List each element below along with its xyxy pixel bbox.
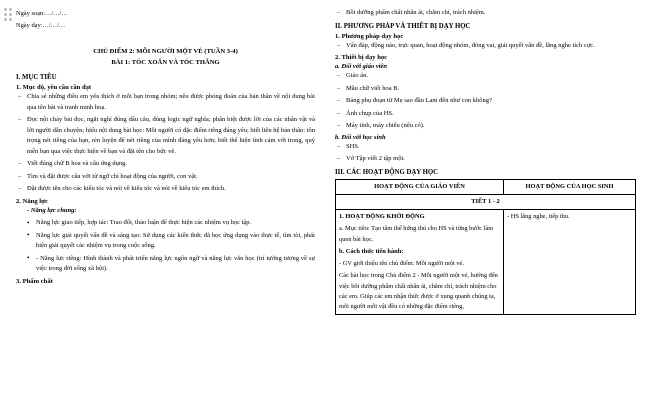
list-item: • Năng lực giao tiếp, hợp tác: Trao đổi, thảo luận để thực hiện các nhiệm vụ học tập. — [22, 218, 315, 229]
list-item: – SHS. — [335, 142, 636, 153]
meta-day: Ngày dạy:…/…/… — [16, 21, 66, 29]
list-nang-luc-rieng — [16, 254, 315, 275]
title-chu-diem: CHỦ ĐIỂM 2: MỖI NGƯỜI MỘT VẺ (TUẦN 3-4) — [93, 47, 238, 55]
list-item: – Viết đúng chữ B hoa và câu ứng dụng. — [16, 159, 315, 170]
list-item: – Đọc nội chảy bài đọc, ngắt nghỉ đúng dấu câu, đúng logic ngữ nghĩa; phân biệt được lời của các nhân vật và lời người dẫn chuyện; hiểu nội dung bài học: Mỗi người có đặc điểm riêng đáng yêu; biết liên hệ bản thân: tôn trọng nét riêng của bạn, rèn luyện để nét riêng của mình đáng yêu hơn; biết thể hiện tình cảm với trong, quý mến bạn qua việc thực hiện về bạn và đặt tên cho bức vẽ. — [16, 115, 315, 157]
heading-phuong-phap: II. PHƯƠNG PHÁP VÀ THIẾT BỊ DẠY HỌC — [335, 22, 471, 30]
list-phuong-phap — [335, 41, 636, 52]
list-item: • - Năng lực riêng: Hình thành và phát triển năng lực ngôn ngữ và năng lực văn học (trí tưởng tượng về sự việc trong đời sống xã hội). — [22, 254, 315, 275]
list-thiet-bi-hs — [335, 142, 636, 165]
list-item: – Giáo án. — [335, 71, 636, 82]
list-item: • Năng lực giải quyết vấn đề và sáng tạo: Sử dụng các kiến thức đã học ứng dụng vào thực tế, tìm tòi, phát hiện giải quyết các nhiệm vụ trong cuộc sống. — [22, 231, 315, 252]
heading-pham-chat: 3. Phẩm chất — [16, 277, 53, 285]
table-row — [336, 210, 636, 315]
activity-gv-gioi-thieu: - GV giới thiệu tên chủ điểm: Mỗi người một vẻ. — [339, 260, 464, 268]
heading-doi-voi-giao-vien: a. Đối với giáo viên — [335, 63, 388, 71]
heading-thiet-bi: 2. Thiết bị dạy học — [335, 54, 388, 62]
meta-soan: Ngày soạn:…/…/… — [16, 10, 68, 17]
list-item: – Mẫu chữ viết hoa B. — [335, 84, 636, 95]
list-item: – Vở Tập viết 2 tập một. — [335, 154, 636, 165]
heading-muc-tieu: I. MỤC TIÊU — [16, 74, 57, 82]
list-item: – Bảng phụ đoạn từ Mẹ sao đầu Lam đến như con không? — [335, 96, 636, 107]
list-item: – Máy tính, máy chiếu (nếu có). — [335, 121, 636, 132]
list-item: – Ảnh chụp của HS. — [335, 109, 636, 120]
activity-muc-tieu: a. Mục tiêu: Tạo tâm thế hứng thú cho HS và từng bước làm quen bài học. — [339, 225, 494, 243]
cell-student-activities — [504, 210, 636, 315]
heading-hoat-dong-day-hoc: III. CÁC HOẠT ĐỘNG DẠY HỌC — [335, 168, 439, 176]
label-nang-luc-chung: - Năng lực chung: — [27, 206, 77, 214]
heading-pp-day-hoc: 1. Phương pháp dạy học — [335, 32, 404, 40]
right-page-column — [325, 0, 650, 413]
column-header-teacher: HOẠT ĐỘNG CỦA GIÁO VIÊN — [336, 179, 504, 194]
cell-tiet: TIẾT 1 - 2 — [336, 194, 636, 209]
heading-doi-voi-hoc-sinh: b. Đối với học sinh — [335, 133, 386, 141]
list-muc-do — [16, 92, 315, 195]
student-response: - HS lắng nghe, tiếp thu. — [507, 213, 570, 221]
list-thiet-bi-gv — [335, 71, 636, 132]
list-item: – Bồi dưỡng phẩm chất nhân ái, chăm chỉ, trách nhiệm. — [335, 8, 636, 19]
title-bai: BÀI 1: TÓC XOĂN VÀ TÓC THẲNG — [111, 58, 220, 66]
activity-section-title: 1. HOẠT ĐỘNG KHỞI ĐỘNG — [339, 213, 425, 221]
table-header-row — [336, 179, 636, 194]
lesson-meta — [16, 8, 315, 32]
list-pham-chat — [335, 8, 636, 19]
activity-chu-diem-detail: Các bài học trong Chủ điểm 2 - Mỗi người một vẻ, hướng đến việc bồi dưỡng phẩm chất nhân ái, chăm chỉ, trách nhiệm cho các em. Giúp các em nhận thức được ở xung quanh chúng ta, mỗi người mỗi vật đều có những đặc điểm riêng, — [339, 272, 498, 311]
list-item: – Tìm và đặt được câu với từ ngữ chỉ hoạt động của người, con vật. — [16, 172, 315, 183]
list-item: – Đặt được tên cho các kiểu tóc và nói về kiểu tóc và nói về kiểu tóc em thích. — [16, 184, 315, 195]
list-nang-luc-chung — [16, 218, 315, 252]
cell-teacher-activities — [336, 210, 504, 315]
table-row — [336, 194, 636, 209]
list-item: – Vấn đáp, động não, trực quan, hoạt động nhóm, đóng vai, giải quyết vấn đề, lắng nghe tích cực. — [335, 41, 636, 52]
activity-cach-thuc: b. Cách thức tiến hành: — [339, 247, 404, 255]
lesson-title-block — [16, 46, 315, 68]
heading-muc-do: 1. Mục độ, yêu cầu cần đạt — [16, 84, 92, 92]
list-item: – Chia sẻ những điều em yêu thích ở mỗi bạn trong nhóm; nêu được phỏng đoán của bản thân về nội dung bài qua tên bài và tranh minh hoạ. — [16, 92, 315, 113]
column-header-student: HOẠT ĐỘNG CỦA HỌC SINH — [504, 179, 636, 194]
activities-table — [335, 179, 636, 316]
heading-nang-luc: 2. Năng lực — [16, 197, 48, 205]
